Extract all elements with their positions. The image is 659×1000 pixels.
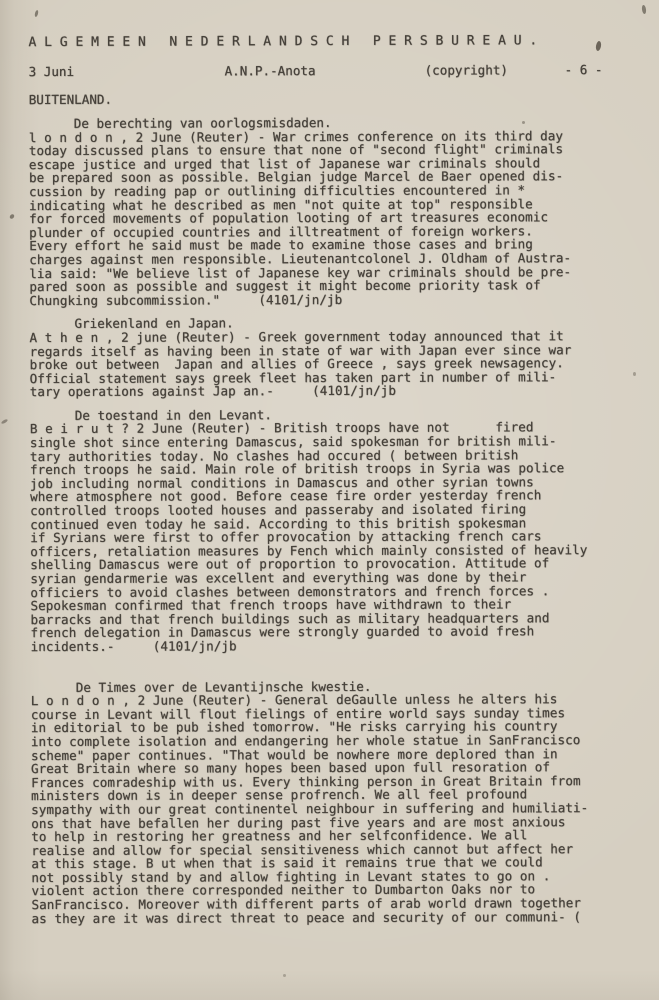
- page-number: - 6 -: [564, 62, 603, 78]
- issue-date: 3 Juni: [28, 63, 75, 80]
- agency-masthead: A L G E M E E N N E D E R L A N D S C H P E R S B U R E A U .: [28, 33, 538, 51]
- article-body: A t h e n , 2 june (Reuter) - Greek government today announced that it regards itself as having been in state of war with Japan ever since war broke out between Japan and allies of Greece , says greek newsagency. Official statement says greek fleet has taken part in number of mili- tary operations against Jap an.- (4101/jn/jb: [29, 328, 572, 400]
- article-times-levant: [31, 678, 647, 925]
- ink-speck: [1, 418, 9, 424]
- article-levant-situation: [30, 407, 646, 654]
- article-body: l o n d o n , 2 June (Reuter) - War crimes conference on its third day today discussed plans to ensure that none of "second flight" criminals escape justice and urged that list of Japanese war criminals should be prepared soon as possible. Belgian judge Marcel de Baer opened dis- cussion by reading pap or outlining difficulties encountered in * indicating what he described as men "not quite at top" responsible for forced movements of population looting of art treasures economic plunder of occupied countries and illtreatment of foreign workers. Every effort he said must be made to examine those cases and bring charges against men responsible. Lieutenantcolonel J. Oldham of Austra- lia said: "We believe list of Japanese key war criminals should be pre- pared soon as possible and suggest it might become priority task of Chungking subcommission." (4101/jn/jb: [28, 127, 572, 308]
- edition-label: A.N.P.-Anota: [224, 63, 316, 79]
- article-heading: De toestand in den Levant.: [74, 407, 272, 423]
- article-war-crimes: [29, 115, 645, 307]
- article-greece-japan: [29, 315, 644, 399]
- article-heading: De berechting van oorlogsmisdaden.: [73, 115, 332, 131]
- ink-speck: [641, 5, 646, 14]
- section-label-buitenland: BUITENLAND.: [28, 91, 113, 108]
- article-heading: Griekenland en Japan.: [74, 315, 234, 332]
- article-body: B e i r u t ? 2 June (Reuter) - British troops have not fired single shot since entering Damascus, said spokesman for british mili- tary authorities today. No clashes had occured ( between british french troops he said. Main role of british troops in Syria was police job including normal conditions in Damascus and other syrian towns where atmosphere not good. Before cease fire order yesterday french controlled troops looted houses and passeraby and isolated firing continued even today he said. According to this british spokesman if Syrians were first to offer provocation by attacking french cars officers, retaliation measures by Fench which mainly consisted of heavily shelling Damascus were out of proportion to provocation. Attitude of syrian gendarmerie was excellent and everything was done by their officiers to avoid clashes between demonstrators and french forces . Sepokesman confirmed that french troops have withdrawn to their barracks and that french buildings such as military headquarters and french delegation in Damascus were strongly guarded to avoid fresh incidents.- (4101/jn/jb: [29, 419, 588, 655]
- ink-speck: [34, 10, 39, 18]
- page-content: [28, 33, 646, 925]
- article-body: L o n d o n , 2 June (Reuter) - General deGaulle unless he alters his course in Levant will flout fielings of entire world says sunday times in editorial to be pub ished tomorrow. "He risks carrying his country into complete isolation and endangering her whole statue in SanFrancisco scheme" paper continues. "That would be nowhere more deplored than in Great Britain where so many hopes been based upon full resoration of Frances comradeship with us. Every thinking person in Great Britain from ministers down is in deeper sense profrench. We all feel profound sympathy with our great continentel neighbour in suffering and humiliati- ons that have befallen her during past five years and are most anxious to help in restoring her greatness and her selfconfidence. We all realise and allow for special sensitiveness which cannot but affect her at this stage. B ut when that is said it remains true that we could not possibly stand by and allow fighting in Levant states to go on . violent action there corresponded neither to Dumbarton Oaks nor to SanFrancisco. Moreover with different parts of arab world drawn together as they are it was direct threat to peace and security of our communi- (: [30, 691, 589, 926]
- article-heading: De Times over de Levantijnsche kwestie.: [75, 678, 372, 695]
- ink-speck: [283, 974, 286, 977]
- ink-speck: [9, 213, 15, 219]
- header-meta-row: [29, 63, 644, 79]
- copyright-label: (copyright): [424, 62, 509, 78]
